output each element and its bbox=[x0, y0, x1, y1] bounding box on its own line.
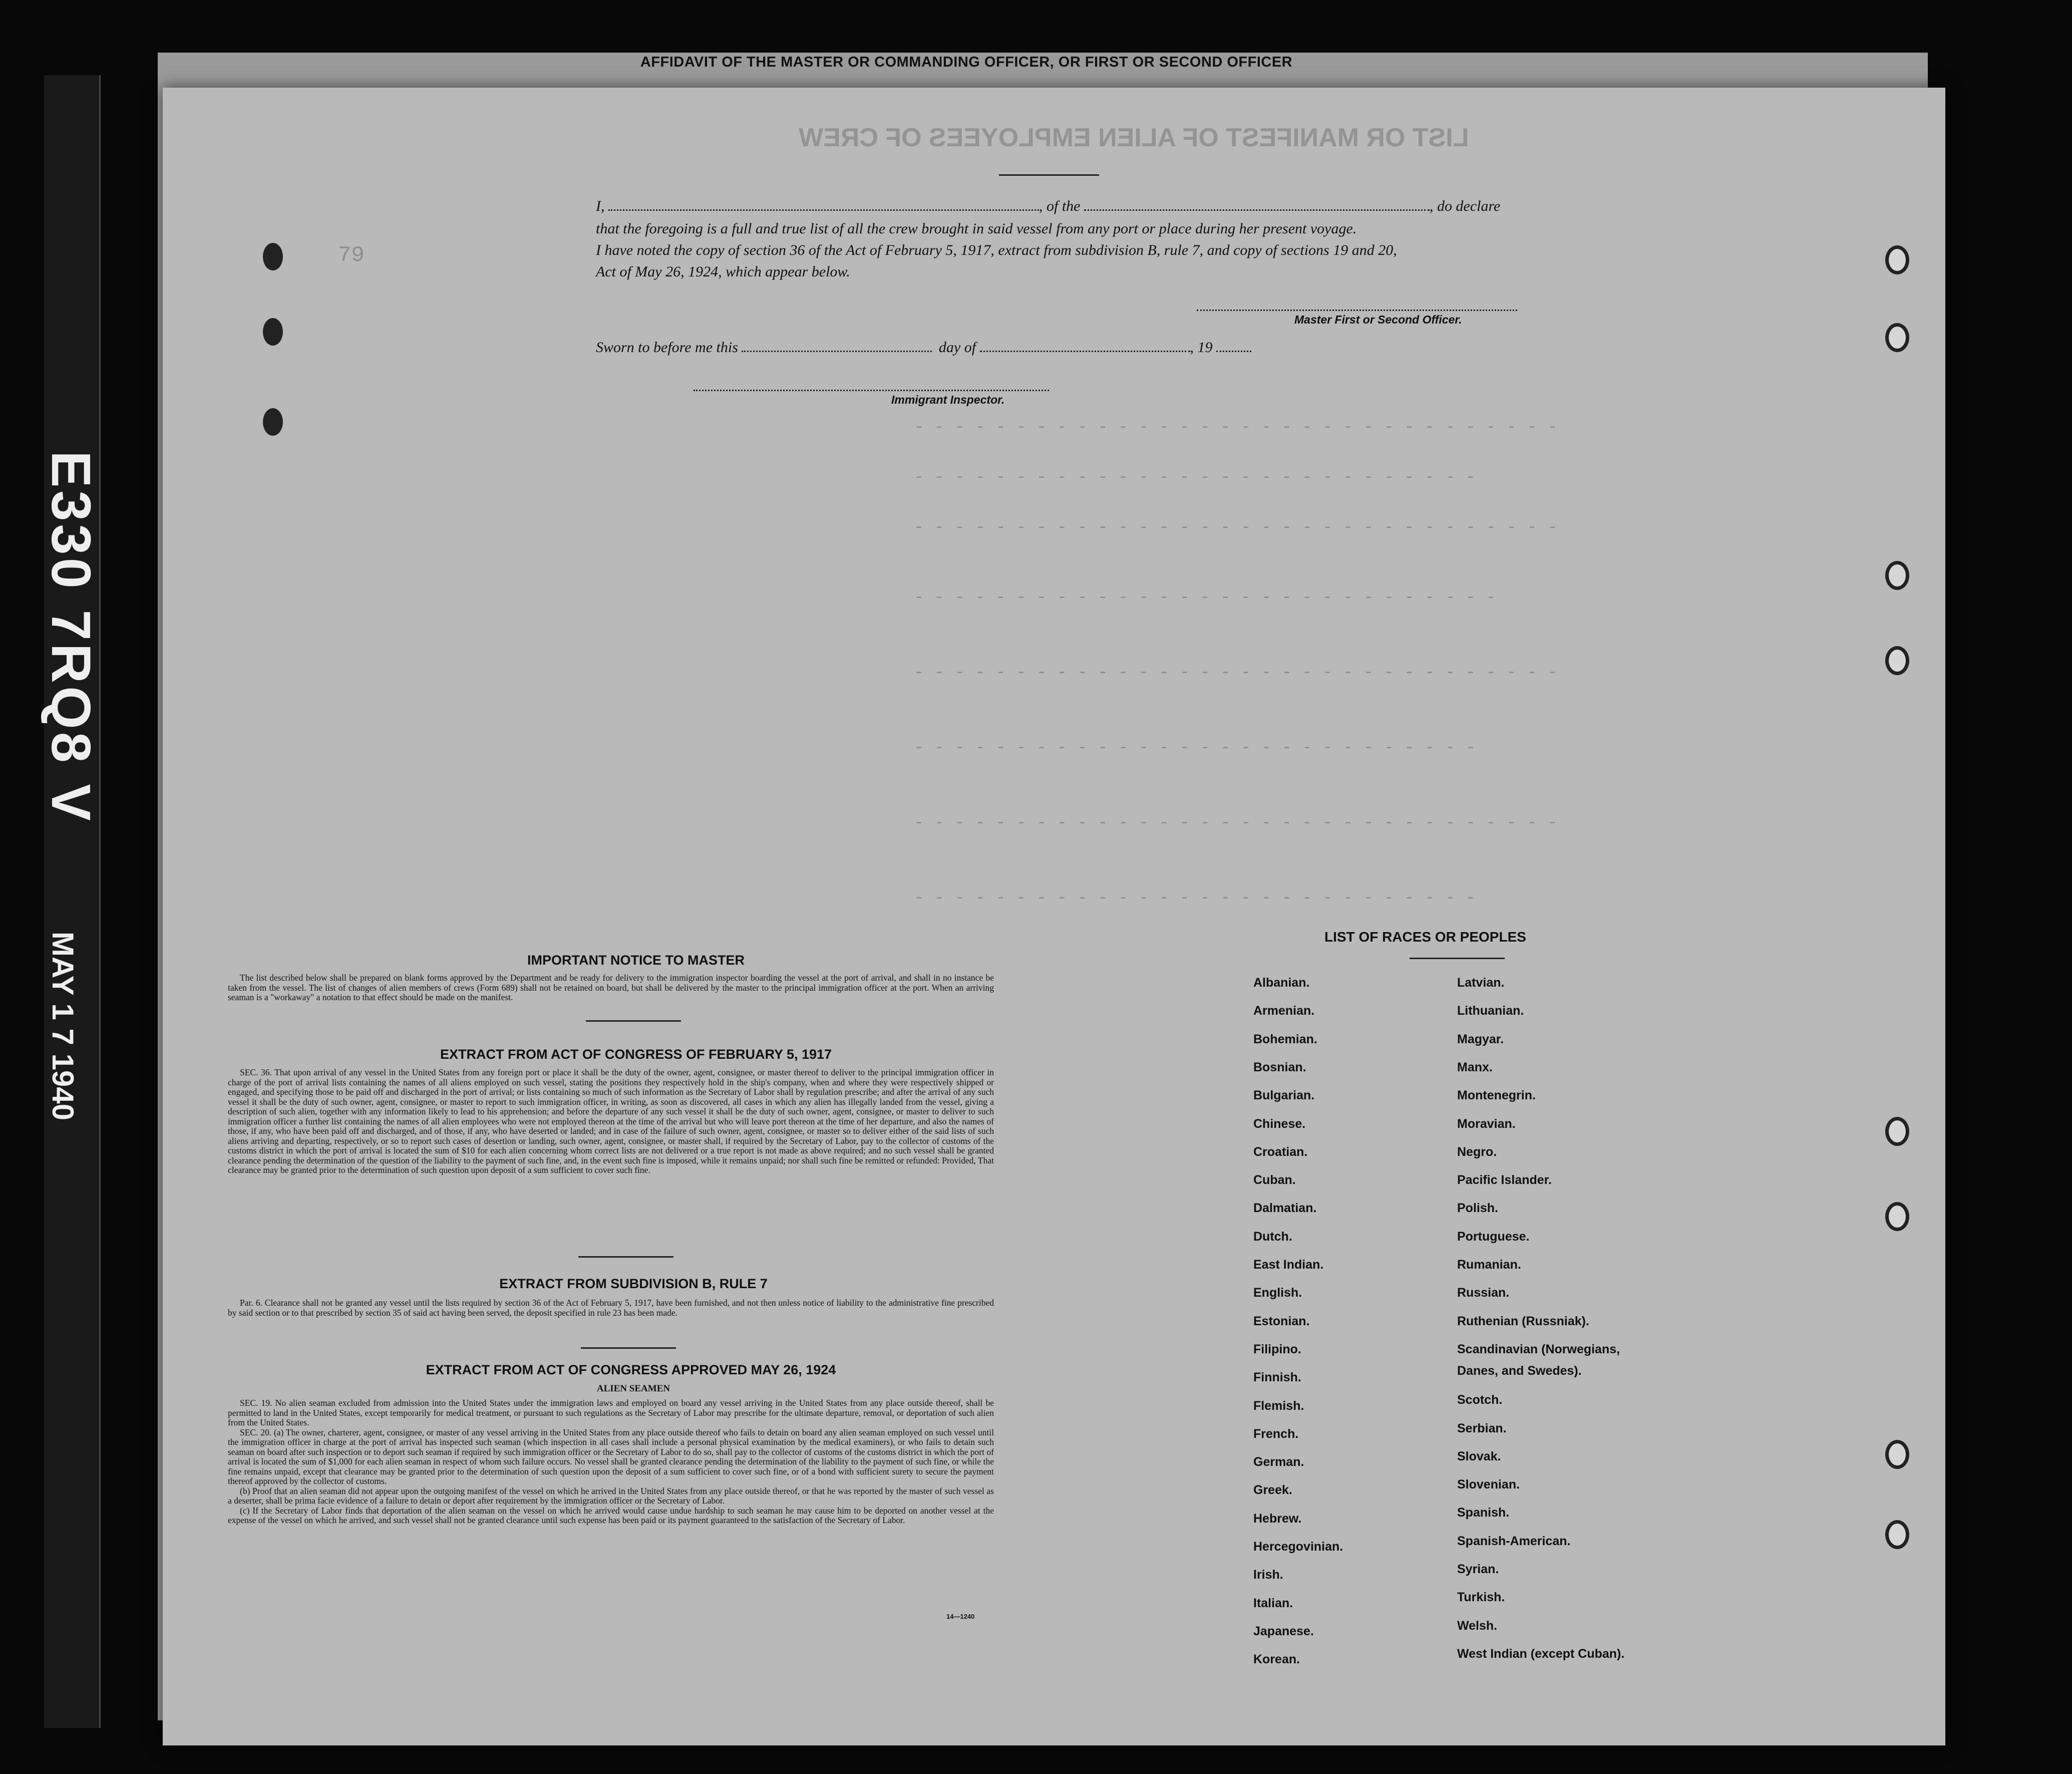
binder-hole bbox=[263, 408, 283, 436]
section-20a: SEC. 20. (a) The owner, charterer, agent, consignee, or master of any vessel arriving in the United States from any place outside thereof who fails to detain on board any alien seaman employed on such vessel until the immigration officer in charge at the port of arrival has inspected such seaman (which inspection in all cases shall include a personal physical examination by the medical examiners), or who fails to detain such seaman on board after such inspection or to deport such seaman if required by such immigration officer or the Secretary of Labor to do so, shall pay to the collector of customs of the customs district in which the port of arrival is located the sum of $1,000 for each alien seaman in respect of whom such failure occurs. No vessel shall be granted clearance pending the determination of the liability to the payment of such fine, or while the fine remains unpaid, except that clearance may be granted prior to the determination of such question upon the deposit of a sum sufficient to cover such fine, or of a bond with sufficient surety to secure the payment thereof approved by the collector of customs. bbox=[228, 1427, 994, 1486]
race-item: German. bbox=[1253, 1455, 1304, 1469]
race-item: Cuban. bbox=[1253, 1173, 1296, 1188]
punch-hole bbox=[1885, 646, 1909, 675]
punch-hole bbox=[1885, 561, 1909, 590]
races-title: LIST OF RACES OR PEOPLES bbox=[1324, 929, 1526, 945]
extract-1917-body: SEC. 36. That upon arrival of any vessel in the United States from any foreign port or place it shall be the duty of the owner, agent, consignee, or master thereof to deliver to the principal immigration officer in charge of the port of arrival lists containing the names of all aliens employed on such vessel, stating the positions they respectively hold in the ship's company, when and where they were respectively shipped or engaged, and specifying those to be paid off and discharged in the port of arrival; or lists containing so much of such information as the Secretary of Labor shall by regulation prescribe; and after the arrival of any such vessel it shall be the duty of such owner, agent, consignee, or master to report to such immigration officer, in writing, as soon as discovered, all cases in which any alien has illegally landed from the vessel, giving a description of such alien, together with any information likely to lead to his apprehension; and before the departure of any such vessel it shall be the duty of such owner, agent, consignee, or master to deliver to such immigration officer a further list containing the names of all alien employees who were not employed thereon at the time of the arrival but who will leave port thereon at the time of her departure, and also the names of those, if any, who have been paid off and discharged, and of those, if any, who have deserted or landed; and in case of the failure of such owner, agent, consignee, or master so to deliver either of the said lists of such aliens arriving and departing, respectively, or so to report such cases of desertion or landing, such owner, agent, consignee, or master shall, if required by the Secretary of Labor, pay to the collector of customs of the customs district in which the port of arrival is located the sum of $10 for each alien concerning whom correct lists are not delivered or a true report is not made as above required; and no such vessel shall be granted clearance pending the determination of the question of the liability to the payment of such fine, and, in the event such fine is imposed, while it remains unpaid; nor shall such fine be remitted or refunded: Provided, That clearance may be granted prior to the determination of such question upon deposit of a sum sufficient to cover such fine. bbox=[228, 1067, 994, 1175]
race-item: Estonian. bbox=[1253, 1314, 1310, 1328]
sworn-month-field[interactable] bbox=[980, 342, 1190, 352]
race-item: Irish. bbox=[1253, 1568, 1283, 1582]
rule7-body: Par. 6. Clearance shall not be granted any vessel until the lists required by section 36 of the Act of February 5, 1917, have been furnished, and not then unless notice of liability to the administrative fine prescribed by said section or to that prescribed by section 35 of said act having been served, the deposit specified in rule 23 has been made. bbox=[228, 1298, 994, 1318]
master-signature-field[interactable] bbox=[1197, 301, 1517, 311]
races-rule bbox=[1410, 958, 1505, 959]
race-item: Spanish-American. bbox=[1457, 1534, 1571, 1548]
race-item: Finnish. bbox=[1253, 1370, 1301, 1385]
race-item: Dalmatian. bbox=[1253, 1201, 1317, 1216]
race-item: Rumanian. bbox=[1457, 1258, 1521, 1272]
punch-hole bbox=[1885, 245, 1909, 274]
rule7-title: EXTRACT FROM SUBDIVISION B, RULE 7 bbox=[499, 1276, 768, 1291]
punch-hole bbox=[1885, 1520, 1909, 1549]
race-item: Spanish. bbox=[1457, 1506, 1510, 1520]
extract-1924-subtitle: ALIEN SEAMEN bbox=[596, 1383, 670, 1394]
race-item: Flemish. bbox=[1253, 1398, 1304, 1413]
race-item: Syrian. bbox=[1457, 1562, 1499, 1577]
affidavit-declaration-line: I, , of the , do declare bbox=[596, 198, 1501, 214]
vessel-name-field[interactable] bbox=[1084, 200, 1430, 211]
race-item: Hebrew. bbox=[1253, 1511, 1302, 1526]
race-item: Hercegovinian. bbox=[1253, 1540, 1343, 1554]
sworn-year-field[interactable] bbox=[1216, 342, 1251, 352]
punch-hole bbox=[1885, 1440, 1909, 1469]
master-signature-label: Master First or Second Officer. bbox=[1294, 313, 1462, 326]
race-item: West Indian (except Cuban). bbox=[1457, 1646, 1625, 1661]
race-item: Manx. bbox=[1457, 1060, 1493, 1074]
affidavit-line-4: Act of May 26, 1924, which appear below. bbox=[596, 263, 850, 280]
race-item: Lithuanian. bbox=[1457, 1004, 1524, 1018]
binder-hole bbox=[263, 243, 283, 270]
race-item: Dutch. bbox=[1253, 1229, 1292, 1244]
inspector-label: Immigrant Inspector. bbox=[891, 393, 1005, 406]
affidavit-line-2: that the foregoing is a full and true list of all the crew brought in said vessel from any port or place during her present voyage. bbox=[596, 220, 1357, 237]
notice-body: The list described below shall be prepared on blank forms approved by the Department and be ready for delivery to the immigration inspector boarding the vessel at the port of arrival, and shall in no instance be taken from the vessel. The list of changes of alien members of crews (Form 689) shall not be retained on board, but shall be delivered by the master to the principal immigration officer at the port. When an arriving seaman is a "workaway" a notation to that effect should be made on the manifest. bbox=[228, 973, 994, 1002]
film-roll-id: E330 7RQ8 V bbox=[40, 451, 102, 824]
extract-1924-body bbox=[228, 1398, 994, 1526]
section-19: SEC. 19. No alien seaman excluded from admission into the United States under the immigration laws and employed on board any vessel arriving in the United States from any place outside thereof, shall be permitted to land in the United States, except temporarily for medical treatment, or pursuant to such regulations as the Secretary of Labor may prescribe for the ultimate departure, removal, or deportation of such alien from the United States. bbox=[228, 1398, 994, 1427]
master-name-field[interactable] bbox=[608, 200, 1039, 211]
race-item: Japanese. bbox=[1253, 1624, 1314, 1638]
microfilm-frame: E330 7RQ8 V MAY 1 7 1940 LIST OR MANIFEST OF ALIEN EMPLOYEES OF CREW 79 - - - - - - - - - - - - - - - - - - - - - - - - - - - - - - - - - - - - - - - - - - - - - - - - - - - - - - - - - - - - - - - - - - - - - - - - - - - - - - - - - - - - - - - - - - - - - - - - - - - - - - - - - - - - - - - - - - - - - - - - - - - - - - - - - - - - - - - - - - - - - - - - - - - - - - - - - - - - - - - - - - - - - - - - - - - - - - - - - - - - - - - - - - - - - - - - - - - - - - - - - - - - - - - - - - - - - - - - - - - - - - - - - - - - - - - - - - - - - - - - - AFFIDAVIT OF THE MASTER OR COMMANDING OFFICER, OR FIRST OR SECOND OFFICER I, , of the , do declare that the foregoing is a full and true list of all the crew brought in said vessel from any port or place during her present voyage. I have noted the copy of section 36 of the Act of February 5, 1917, extract from subdivision B, rule 7, and copy of sections 19 and 20, Act of May 26, 1924, which appear below. Master First or Second Officer. Sworn to before me this day of , 19 Immigrant Inspector. IMPORTANT NOTICE TO MASTER The list described below shall be prepared on blank forms approved by the Department and be ready for delivery to the immigration inspector boarding the vessel at the port of arrival, and shall in no instance be taken from the vessel. The list of changes of alien members of crews (Form 689) shall not be retained on board, but shall be delivered by the master to the principal immigration officer at the port. When an arriving seaman is a "workaway" a notation to that effect should be made on the manifest. EXTRACT FROM ACT OF CONGRESS OF FEBRUARY 5, 1917 SEC. 36. That upon arrival of any vessel in the United States from any foreign port or place it shall be the duty of the owner, agent, consignee, or master thereof to deliver to the principal immigration officer in charge of the port of arrival lists containing the names of all aliens employed on such vessel, stating the positions they respectively hold in the ship's company, when and where they were respectively shipped or engaged, and specifying those to be paid off and discharged in the port of arrival; or lists containing so much of such information as the Secretary of Labor shall by regulation prescribe; and after the arrival of any such vessel it shall be the duty of such owner, agent, consignee, or master to report to such immigration officer, in writing, as soon as discovered, all cases in which any alien has illegally landed from the vessel, giving a description of such alien, together with any information likely to lead to his apprehension; and before the departure of any such vessel it shall be the duty of such owner, agent, consignee, or master to deliver to such immigration officer a further list containing the names of all alien employees who were not employed thereon at the time of the arrival but who will leave port thereon at the time of her departure, and also the names of those, if any, who have been paid off and discharged, and of those, if any, who have deserted or landed; and in case of the failure of such owner, agent, consignee, or master so to deliver either of the said lists of such aliens arriving and departing, respectively, or so to report such cases of desertion or landing, such owner, agent, consignee, or master shall, if required by the Secretary of Labor, pay to the collector of customs of the customs district in which the port of arrival is located the sum of $10 for each alien concerning whom correct lists are not delivered or a true report is not made as above required; and no such vessel shall be granted clearance pending the determination of the question of the liability to the payment of such fine, and, in the event such fine is imposed, while it remains unpaid; nor shall such fine be remitted or refunded: Provided, That clearance may be granted prior to the determination of such question upon deposit of a sum sufficient to cover such fine. EXTRACT FROM SUBDIVISION B, RULE 7 Par. 6. Clearance shall not be granted any vessel until the lists required by section 36 of the Act of February 5, 1917, have been furnished, and not then unless notice of liability to the administrative fine prescribed by said section or to that prescribed by section 35 of said act having been served, the deposit specified in rule 23 has been made. EXTRACT FROM ACT OF CONGRESS APPROVED MAY 26, 1924 ALIEN SEAMEN SEC. 19. No alien seaman excluded from admission into the United States under the immigration laws and employed on board any vessel arriving in the United States from any place outside thereof, shall be permitted to land in the United States, except temporarily for medical treatment, or pursuant to such regulations as the Secretary of Labor may prescribe for the ultimate departure, removal, or deportation of such alien from the United States. SEC. 20. (a) The owner, charterer, agent, consignee, or master of any vessel arriving in the United States from any place outside thereof who fails to detain on board any alien seaman employed on such vessel until the immigration officer in charge at the port of arrival has inspected such seaman (which inspection in all cases shall include a personal physical examination by the medical examiners), or who fails to detain such seaman on board after such inspection or to deport such seaman if required by such immigration officer or the Secretary of Labor to do so, shall pay to the collector of customs of the customs district in which the port of arrival is located the sum of $1,000 for each alien seaman in respect of whom such failure occurs. No vessel shall be granted clearance pending the determination of the liability to the payment of such fine, or while the fine remains unpaid, except that clearance may be granted prior to the determination of such question upon the deposit of a sum sufficient to cover such fine, or of a bond with sufficient surety to secure the payment thereof approved by the collector of customs. (b) Proof that an alien seaman did not appear upon the outgoing manifest of the vessel on which he arrived in the United States from any place outside thereof, or that he was reported by the master of such vessel as a deserter, shall be prima facie evidence of a failure to detain or deport after requirement by the immigration officer or the Secretary of Labor. (c) If the Secretary of Labor finds that deportation of the alien seaman on the vessel on which he arrived would cause undue hardship to such seaman he may cause him to be deported on another vessel at the expense of the vessel on which he arrived, and such vessel shall not be granted clearance until such expense has been paid or its payment guaranteed to the satisfaction of the Secretary of Labor. 14—1240 LIST OF RACES OR PEOPLES Albanian. Armenian. Bohemian. Bosnian. Bulgarian. Chinese. Croatian. Cuban. Dalmatian. Dutch. East Indian. English. Estonian. Filipino. Finnish. Flemish. French. German. Greek. Hebrew. Hercegovinian. Irish. Italian. Japanese. Korean. Latvian. Lithuanian. Magyar. Manx. Montenegrin. Moravian. Negro. Pacific Islander. Polish. Portuguese. Rumanian. Russian. Ruthenian (Russniak). Scandinavian (Norwegians, Scotch. Serbian. Slovak. Slovenian. Spanish. Spanish-American. Syrian. Turkish. Welsh. West Indian (except Cuban). Danes, and Swedes). bbox=[0, 0, 2072, 1774]
race-item: Bulgarian. bbox=[1253, 1088, 1315, 1103]
extract-1917-title: EXTRACT FROM ACT OF CONGRESS OF FEBRUARY 5, 1917 bbox=[440, 1047, 832, 1062]
punch-hole bbox=[1885, 1117, 1909, 1146]
race-item: Turkish. bbox=[1457, 1590, 1505, 1605]
notice-rule bbox=[586, 1020, 681, 1022]
race-item: English. bbox=[1253, 1286, 1302, 1300]
race-item: Polish. bbox=[1457, 1201, 1498, 1216]
race-item: Serbian. bbox=[1457, 1421, 1507, 1435]
affidavit-title: AFFIDAVIT OF THE MASTER OR COMMANDING OFFICER, OR FIRST OR SECOND OFFICER bbox=[640, 54, 1293, 70]
title-rule bbox=[999, 174, 1099, 176]
punch-hole bbox=[1885, 1202, 1909, 1231]
race-item: Negro. bbox=[1457, 1144, 1497, 1159]
race-item: Montenegrin. bbox=[1457, 1088, 1536, 1103]
manifest-page: LIST OR MANIFEST OF ALIEN EMPLOYEES OF CREW 79 - - - - - - - - - - - - - - - - - - - - - - - - - - - - - - - - - - - - - - - - - - - - - - - - - - - - - - - - - - - - - - - - - - - - - - - - - - - - - - - - - - - - - - - - - - - - - - - - - - - - - - - - - - - - - - - - - - - - - - - - - - - - - - - - - - - - - - - - - - - - - - - - - - - - - - - - - - - - - - - - - - - - - - - - - - - - - - - - - - - - - - - - - - - - - - - - - - - - - - - - - - - - - - - - - - - - - - - - - - - - - - - - - - - - - - - - - - - - - - - - - bbox=[163, 88, 1945, 1745]
race-item: Korean. bbox=[1253, 1652, 1300, 1667]
race-item: Latvian. bbox=[1457, 976, 1505, 990]
form-code: 14—1240 bbox=[946, 1613, 975, 1620]
race-item: Slovak. bbox=[1457, 1449, 1501, 1463]
extract-1924-title: EXTRACT FROM ACT OF CONGRESS APPROVED MAY 26, 1924 bbox=[426, 1362, 836, 1377]
race-item: Welsh. bbox=[1457, 1618, 1498, 1633]
race-item: Chinese. bbox=[1253, 1116, 1306, 1131]
race-item: Slovenian. bbox=[1457, 1477, 1520, 1492]
section-20c: (c) If the Secretary of Labor finds that deportation of the alien seaman on the vessel on which he arrived would cause undue hardship to such seaman he may cause him to be deported on another vessel at the expense of the vessel on which he arrived, and such vessel shall not be granted clearance until such expense has been paid or its payment guaranteed to the satisfaction of the Secretary of Labor. bbox=[228, 1505, 994, 1525]
race-item: Armenian. bbox=[1253, 1004, 1315, 1018]
inspector-signature-field[interactable] bbox=[694, 381, 1049, 391]
sworn-line: Sworn to before me this day of , 19 bbox=[596, 339, 1251, 356]
bleed-through-title: LIST OR MANIFEST OF ALIEN EMPLOYEES OF CREW bbox=[799, 123, 1469, 152]
punch-hole bbox=[1885, 323, 1909, 352]
race-item: East Indian. bbox=[1253, 1258, 1324, 1272]
race-item: Greek. bbox=[1253, 1483, 1292, 1498]
sworn-day-field[interactable] bbox=[742, 342, 932, 352]
race-item: Magyar. bbox=[1457, 1032, 1504, 1046]
binder-hole bbox=[263, 318, 283, 346]
race-item: Italian. bbox=[1253, 1596, 1293, 1610]
race-item: Russian. bbox=[1457, 1286, 1510, 1300]
race-item: Croatian. bbox=[1253, 1144, 1308, 1159]
notice-title: IMPORTANT NOTICE TO MASTER bbox=[527, 953, 745, 968]
race-item: Bohemian. bbox=[1253, 1032, 1317, 1046]
race-item: Moravian. bbox=[1457, 1116, 1516, 1131]
race-item: Scandinavian (Norwegians, bbox=[1457, 1342, 1620, 1356]
race-item: Albanian. bbox=[1253, 976, 1310, 990]
extract-1917-rule bbox=[578, 1256, 673, 1258]
section-20b: (b) Proof that an alien seaman did not appear upon the outgoing manifest of the vessel on which he arrived in the United States from any place outside thereof, or that he was reported by the master of such vessel as a deserter, shall be prima facie evidence of a failure to detain or deport after requirement by the immigration officer or the Secretary of Labor. bbox=[228, 1486, 994, 1506]
race-item: Ruthenian (Russniak). bbox=[1457, 1314, 1589, 1328]
affidavit-line-3: I have noted the copy of section 36 of the Act of February 5, 1917, extract from subdivision B, rule 7, and copy of sections 19 and 20, bbox=[596, 242, 1397, 258]
race-item: French. bbox=[1253, 1426, 1299, 1441]
bleed-through-page-number: 79 bbox=[338, 243, 365, 268]
rule7-rule bbox=[581, 1347, 676, 1349]
race-item: Filipino. bbox=[1253, 1342, 1301, 1356]
race-item: Pacific Islander. bbox=[1457, 1173, 1552, 1188]
race-item: Bosnian. bbox=[1253, 1060, 1306, 1074]
race-item: Portuguese. bbox=[1457, 1229, 1530, 1244]
race-item: Danes, and Swedes). bbox=[1457, 1364, 1582, 1378]
race-item: Scotch. bbox=[1457, 1393, 1503, 1407]
